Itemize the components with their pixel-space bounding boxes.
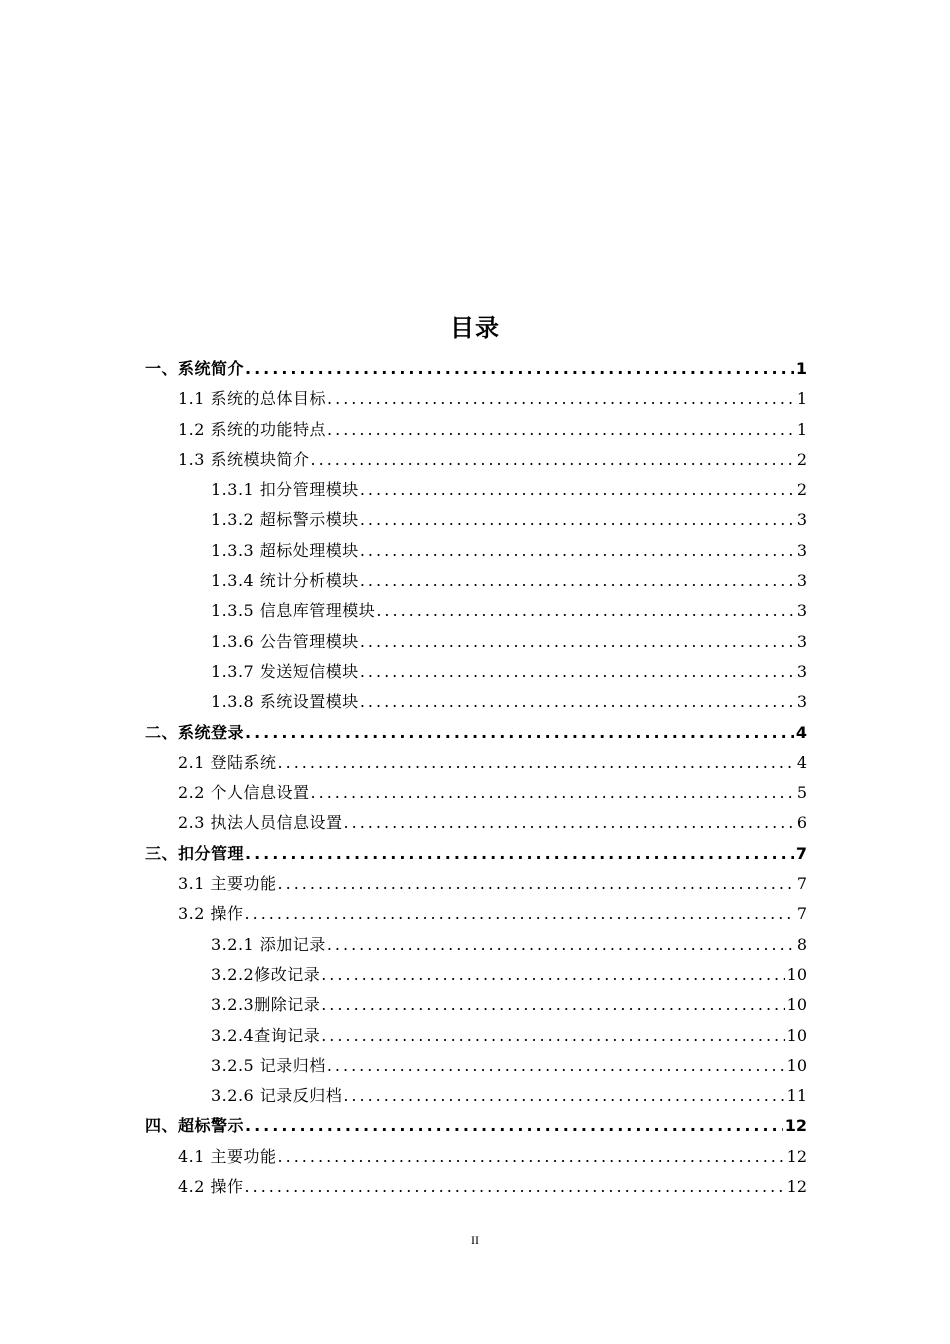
toc-entry-title: 3.2.4查询记录: [211, 1025, 321, 1045]
toc-dot-leader: [376, 596, 795, 626]
toc-entry-page-number: 2: [796, 480, 807, 500]
toc-entry[interactable]: [145, 445, 807, 475]
toc-entry-title: 二、系统登录: [145, 722, 245, 742]
toc-entry-page-number: 3: [796, 510, 807, 530]
toc-entry[interactable]: [145, 536, 807, 566]
toc-entry-title: 3.2.3删除记录: [211, 995, 321, 1015]
toc-dot-leader: [278, 1142, 785, 1172]
toc-entry[interactable]: [145, 748, 807, 778]
toc-entry[interactable]: [145, 384, 807, 414]
toc-entry-title: 3.2.6 记录反归档: [211, 1086, 343, 1106]
toc-entry-title: 1.3.2 超标警示模块: [211, 510, 359, 530]
toc-entry-page-number: 12: [784, 1116, 807, 1136]
toc-entry-page-number: 3: [796, 601, 807, 621]
toc-entry-title: 2.1 登陆系统: [178, 752, 277, 772]
toc-dot-leader: [360, 566, 795, 596]
toc-entry-page-number: 8: [796, 934, 807, 954]
toc-entry-title: 2.2 个人信息设置: [178, 783, 310, 803]
toc-entry-title: 1.3.7 发送短信模块: [211, 661, 359, 681]
toc-dot-leader: [321, 990, 784, 1020]
toc-entry-page-number: 11: [786, 1086, 807, 1106]
toc-entry[interactable]: [145, 960, 807, 990]
toc-entry[interactable]: [145, 1051, 807, 1081]
toc-entry[interactable]: [145, 566, 807, 596]
toc-entry-page-number: 10: [786, 1055, 807, 1075]
toc-dot-leader: [360, 657, 795, 687]
toc-entry-page-number: 3: [796, 661, 807, 681]
toc-entry-title: 3.2.1 添加记录: [211, 934, 326, 954]
toc-entry[interactable]: [145, 505, 807, 535]
toc-entry-title: 4.2 操作: [178, 1177, 244, 1197]
toc-entry-page-number: 10: [786, 1025, 807, 1045]
toc-entry[interactable]: [145, 899, 807, 929]
toc-entry-title: 三、扣分管理: [145, 843, 245, 863]
toc-entry[interactable]: [145, 627, 807, 657]
toc-entry-page-number: 3: [796, 540, 807, 560]
toc-entry-title: 1.3 系统模块简介: [178, 449, 310, 469]
toc-entry-title: 1.3.3 超标处理模块: [211, 540, 359, 560]
toc-entry-title: 1.3.8 系统设置模块: [211, 692, 359, 712]
toc-entry-page-number: 2: [796, 449, 807, 469]
toc-entry-page-number: 12: [786, 1146, 807, 1166]
toc-entry[interactable]: [145, 1172, 807, 1202]
toc-entry[interactable]: [145, 687, 807, 717]
toc-entry-page-number: 3: [796, 692, 807, 712]
toc-dot-leader: [327, 415, 795, 445]
toc-entry-page-number: 6: [796, 813, 807, 833]
toc-dot-leader: [245, 899, 795, 929]
toc-dot-leader: [245, 1111, 783, 1141]
toc-entry-page-number: 7: [795, 843, 807, 863]
toc-entry-title: 1.3.5 信息库管理模块: [211, 601, 376, 621]
toc-entry-page-number: 7: [796, 904, 807, 924]
toc-entry[interactable]: [145, 475, 807, 505]
toc-entry[interactable]: [145, 869, 807, 899]
table-of-contents: [145, 354, 807, 1202]
page-number: II: [471, 1233, 479, 1247]
toc-entry-title: 3.2.2修改记录: [211, 964, 321, 984]
toc-entry[interactable]: [145, 839, 807, 869]
toc-dot-leader: [311, 445, 795, 475]
toc-dot-leader: [360, 627, 795, 657]
toc-entry-title: 1.2 系统的功能特点: [178, 419, 327, 439]
toc-entry[interactable]: [145, 778, 807, 808]
toc-dot-leader: [344, 808, 795, 838]
toc-entry-title: 3.2 操作: [178, 904, 244, 924]
toc-dot-leader: [327, 930, 795, 960]
toc-entry-page-number: 4: [796, 752, 807, 772]
toc-entry[interactable]: [145, 354, 807, 384]
toc-dot-leader: [311, 778, 795, 808]
toc-entry[interactable]: [145, 718, 807, 748]
toc-entry-title: 4.1 主要功能: [178, 1146, 277, 1166]
toc-dot-leader: [245, 839, 794, 869]
toc-dot-leader: [343, 1081, 784, 1111]
toc-dot-leader: [360, 475, 795, 505]
toc-entry-page-number: 1: [796, 389, 807, 409]
toc-entry[interactable]: [145, 1021, 807, 1051]
toc-entry-page-number: 3: [796, 631, 807, 651]
toc-dot-leader: [278, 869, 795, 899]
toc-dot-leader: [327, 1051, 785, 1081]
toc-entry-page-number: 4: [795, 722, 807, 742]
toc-entry-title: 1.3.6 公告管理模块: [211, 631, 359, 651]
toc-entry-page-number: 5: [796, 783, 807, 803]
toc-dot-leader: [245, 718, 794, 748]
toc-entry-page-number: 1: [795, 359, 807, 378]
toc-entry[interactable]: [145, 930, 807, 960]
toc-entry[interactable]: [145, 1081, 807, 1111]
toc-dot-leader: [360, 505, 795, 535]
toc-entry[interactable]: [145, 990, 807, 1020]
toc-entry-title: 四、超标警示: [145, 1116, 245, 1136]
toc-entry-title: 1.1 系统的总体目标: [178, 389, 327, 409]
toc-entry-title: 2.3 执法人员信息设置: [178, 813, 343, 833]
toc-entry[interactable]: [145, 596, 807, 626]
toc-entry-page-number: 10: [786, 995, 807, 1015]
toc-dot-leader: [278, 748, 795, 778]
toc-entry[interactable]: [145, 1111, 807, 1141]
toc-entry[interactable]: [145, 657, 807, 687]
toc-entry-title: 3.1 主要功能: [178, 874, 277, 894]
toc-dot-leader: [245, 354, 794, 384]
toc-entry[interactable]: [145, 808, 807, 838]
toc-entry[interactable]: [145, 1142, 807, 1172]
toc-entry-title: 3.2.5 记录归档: [211, 1055, 326, 1075]
toc-dot-leader: [360, 536, 795, 566]
toc-entry-title: 一、系统简介: [145, 359, 245, 378]
toc-entry-title: 1.3.1 扣分管理模块: [211, 480, 359, 500]
toc-entry-page-number: 1: [796, 419, 807, 439]
toc-dot-leader: [327, 384, 795, 414]
toc-dot-leader: [245, 1172, 785, 1202]
toc-entry[interactable]: [145, 415, 807, 445]
toc-entry-page-number: 10: [786, 964, 807, 984]
toc-entry-page-number: 3: [796, 571, 807, 591]
toc-entry-page-number: 12: [786, 1177, 807, 1197]
toc-dot-leader: [321, 1021, 784, 1051]
page-title: 目录: [450, 314, 500, 342]
toc-dot-leader: [321, 960, 784, 990]
toc-entry-title: 1.3.4 统计分析模块: [211, 571, 359, 591]
toc-entry-page-number: 7: [796, 874, 807, 894]
toc-dot-leader: [360, 687, 795, 717]
